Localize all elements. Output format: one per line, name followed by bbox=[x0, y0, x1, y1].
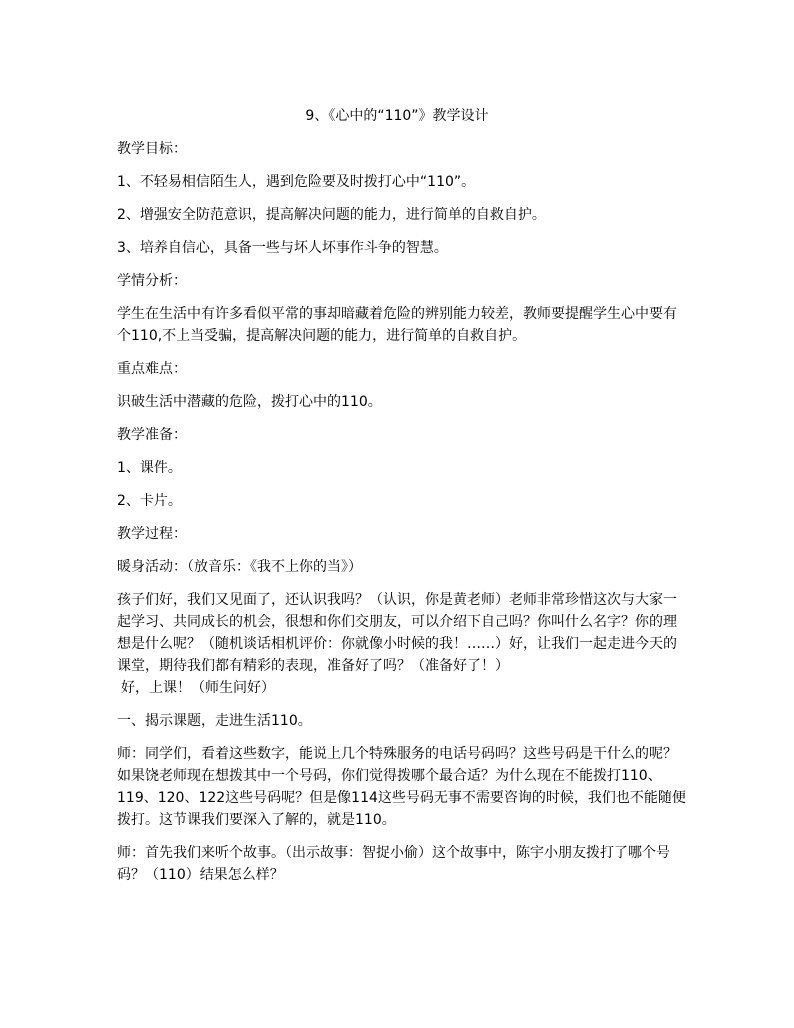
paragraph-teacher-numbers: 师：同学们，看着这些数字，能说上几个特殊服务的电话号码吗？这些号码是干什么的呢？如果饶老师现在想拨其中一个号码，你们觉得拨哪个最合适？为什么现在不能拨打110、119、120、122这些号码呢？但是像114这些号码无事不需要咨询的时候，我们也不能随便拨打。这节课我们要深入了解的，就是110。 bbox=[117, 746, 686, 828]
preparation-item: 1、课件。 bbox=[117, 460, 182, 476]
document-title: 9、《心中的“110”》教学设计 bbox=[305, 108, 489, 124]
section-heading-1: 一、揭示课题，走进生活110。 bbox=[117, 713, 312, 729]
heading-preparation: 教学准备： bbox=[117, 427, 187, 443]
goal-item: 1、不轻易相信陌生人，遇到危险要及时拨打心中“110”。 bbox=[117, 174, 476, 190]
heading-teaching-goals: 教学目标： bbox=[117, 141, 187, 157]
preparation-item: 2、卡片。 bbox=[117, 493, 182, 509]
heading-teaching-process: 教学过程： bbox=[117, 526, 187, 542]
paragraph-key-points: 识破生活中潜藏的危险，拨打心中的110。 bbox=[117, 394, 382, 410]
paragraph-teacher-story: 师：首先我们来听个故事。（出示故事：智捉小偷）这个故事中，陈宇小朋友拨打了哪个号码？（110）结果怎么样？ bbox=[117, 845, 670, 883]
heading-key-points: 重点难点： bbox=[117, 361, 187, 377]
paragraph-class-start: 好，上课！（师生问好） bbox=[121, 680, 275, 696]
paragraph-greeting: 孩子们好，我们又见面了，还认识我吗？（认识，你是黄老师）老师非常珍惜这次与大家一起学习、共同成长的机会，很想和你们交朋友，可以介绍下自己吗？你叫什么名字？你的理想是什么呢？（随机谈话相机评价：你就像小时候的我！……）好，让我们一起走进今天的课堂，期待我们都有精彩的表现，准备好了吗？（准备好了！） bbox=[117, 592, 677, 674]
document-body bbox=[117, 138, 687, 897]
goal-item: 3、培养自信心，具备一些与坏人坏事作斗争的智慧。 bbox=[117, 240, 448, 256]
paragraph-student-analysis: 学生在生活中有许多看似平常的事却暗藏着危险的辨别能力较差，教师要提醒学生心中要有个110,不上当受骗，提高解决问题的能力，进行简单的自救自护。 bbox=[117, 306, 677, 344]
paragraph-warmup: 暖身活动：（放音乐：《我不上你的当》） bbox=[117, 559, 362, 575]
heading-student-analysis: 学情分析： bbox=[117, 273, 187, 289]
goal-item: 2、增强安全防范意识，提高解决问题的能力，进行简单的自救自护。 bbox=[117, 207, 546, 223]
